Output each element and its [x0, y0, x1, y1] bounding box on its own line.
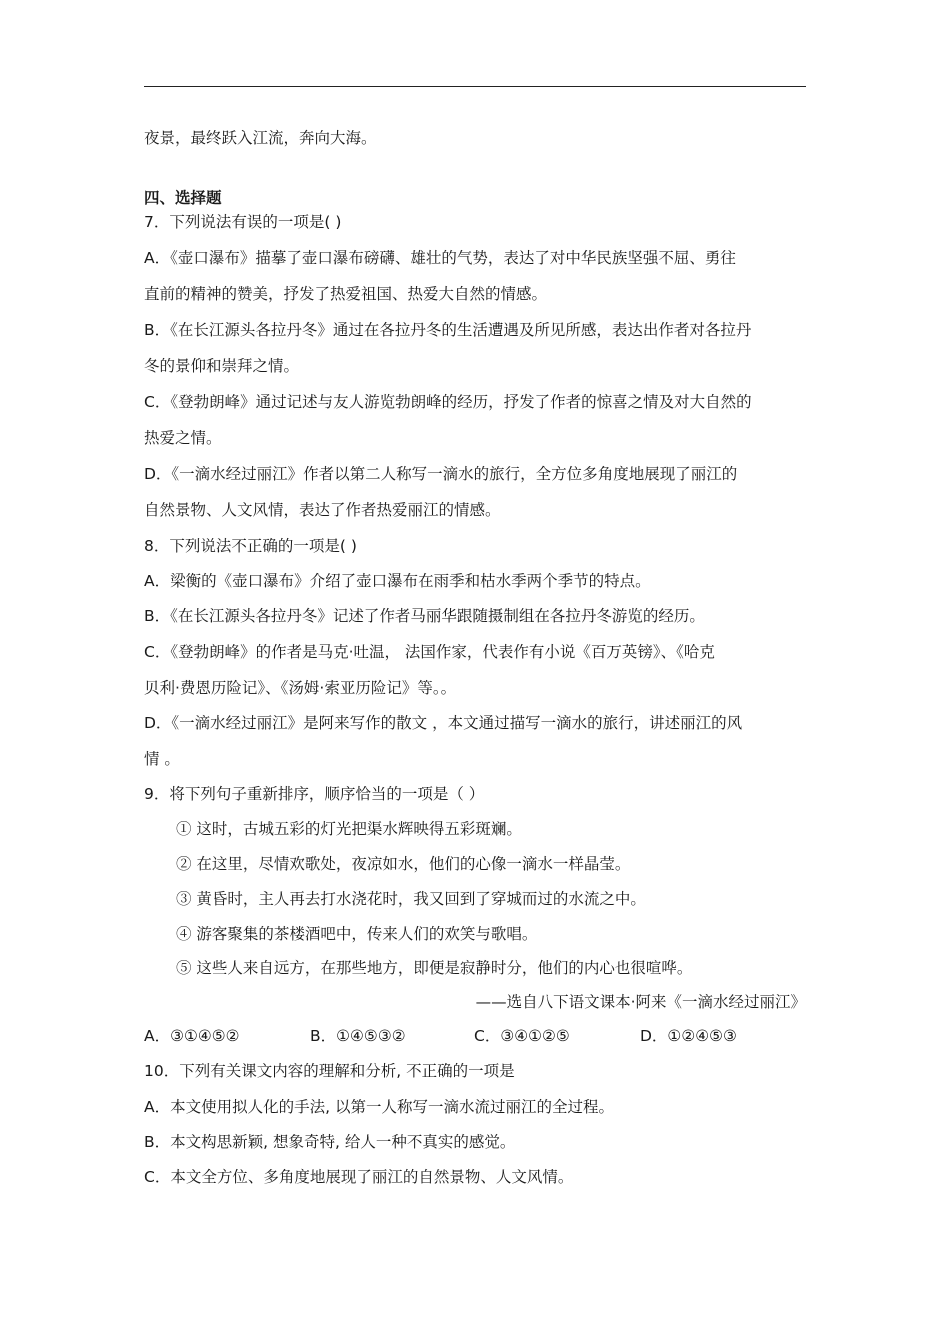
q7-option-a-line2: 直前的精神的赞美，抒发了热爱祖国、热爱大自然的情感。 [144, 285, 548, 303]
q9-options [0, 1026, 950, 1046]
q10-stem: 10．下列有关课文内容的理解和分析, 不正确的一项是 [144, 1062, 515, 1080]
q10-option-c: C．本文全方位、多角度地展现了丽江的自然景物、人文风情。 [144, 1168, 574, 1186]
q9-stem: 9．将下列句子重新排序，顺序恰当的一项是（ ） [144, 785, 485, 803]
q9-option-d: D．①②④⑤③ [640, 1027, 737, 1045]
section-heading: 四、选择题 [144, 189, 222, 207]
q10-option-b: B．本文构思新颖, 想象奇特, 给人一种不真实的感觉。 [144, 1133, 516, 1151]
q9-option-a: A．③①④⑤② [144, 1027, 240, 1045]
q8-option-d-line1: D．《一滴水经过丽江》是阿来写作的散文 ，本文通过描写一滴水的旅行，讲述丽江的风 [144, 714, 743, 732]
q7-option-b-line2: 冬的景仰和崇拜之情。 [144, 357, 300, 375]
q9-sentence-5: ⑤ 这些人来自远方，在那些地方，即便是寂静时分，他们的内心也很喧哗。 [176, 959, 693, 977]
q8-option-a: A．梁衡的《壶口瀑布》介绍了壶口瀑布在雨季和枯水季两个季节的特点。 [144, 572, 651, 590]
q9-option-b: B．①④⑤③② [310, 1027, 406, 1045]
q7-option-c-line1: C．《登勃朗峰》通过记述与友人游览勃朗峰的经历，抒发了作者的惊喜之情及对大自然的 [144, 393, 752, 411]
q7-stem: 7．下列说法有误的一项是( ) [144, 213, 342, 231]
q8-stem: 8．下列说法不正确的一项是( ) [144, 537, 357, 555]
q10-option-a: A．本文使用拟人化的手法, 以第一人称写一滴水流过丽江的全过程。 [144, 1098, 614, 1116]
q7-option-d-line2: 自然景物、人文风情，表达了作者热爱丽江的情感。 [144, 501, 501, 519]
q8-option-c-line2: 贝利·费恩历险记》、《汤姆·索亚历险记》等。。 [144, 679, 457, 697]
q7-option-d-line1: D．《一滴水经过丽江》作者以第二人称写一滴水的旅行，全方位多角度地展现了丽江的 [144, 465, 738, 483]
q9-source-citation: ——选自八下语文课本·阿来《一滴水经过丽江》 [475, 993, 806, 1011]
q8-option-d-line2: 情 。 [144, 750, 180, 768]
q9-sentence-3: ③ 黄昏时，主人再去打水浇花时，我又回到了穿城而过的水流之中。 [176, 890, 646, 908]
q8-option-c-line1: C．《登勃朗峰》的作者是马克·吐温， 法国作家，代表作有小说《百万英镑》、《哈克 [144, 643, 715, 661]
q8-option-b: B．《在长江源头各拉丹冬》记述了作者马丽华跟随摄制组在各拉丹冬游览的经历。 [144, 607, 705, 625]
q7-option-c-line2: 热爱之情。 [144, 429, 222, 447]
q9-sentence-4: ④ 游客聚集的茶楼酒吧中，传来人们的欢笑与歌唱。 [176, 925, 538, 943]
q9-sentence-1: ① 这时，古城五彩的灯光把渠水辉映得五彩斑斓。 [176, 820, 522, 838]
header-rule [144, 86, 806, 87]
q7-option-a-line1: A．《壶口瀑布》描摹了壶口瀑布磅礴、雄壮的气势，表达了对中华民族坚强不屈、勇往 [144, 249, 736, 267]
continuation-text: 夜景，最终跃入江流，奔向大海。 [144, 129, 377, 147]
q7-option-b-line1: B．《在长江源头各拉丹冬》通过在各拉丹冬的生活遭遇及所见所感，表达出作者对各拉丹 [144, 321, 752, 339]
q9-sentence-2: ② 在这里，尽情欢歌处，夜凉如水，他们的心像一滴水一样晶莹。 [176, 855, 631, 873]
q9-option-c: C．③④①②⑤ [474, 1027, 570, 1045]
